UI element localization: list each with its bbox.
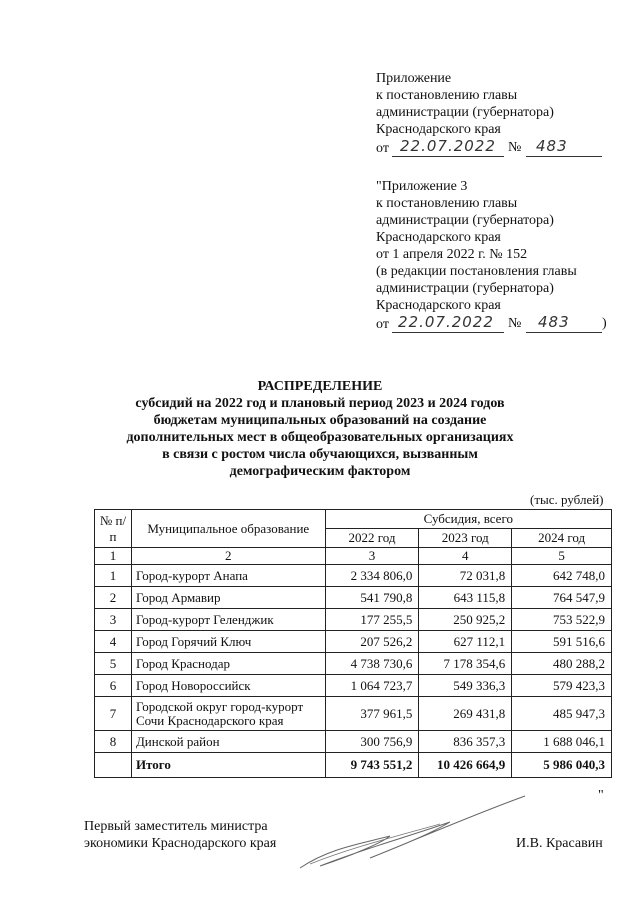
index-cell: 5 — [512, 548, 612, 565]
index-cell: 4 — [419, 548, 512, 565]
number-underline — [526, 332, 602, 333]
handwritten-number: 483 — [538, 313, 570, 331]
header-year: 2023 год — [419, 529, 512, 548]
handwritten-signature — [290, 778, 540, 878]
title-line: дополнительных мест в общеобразовательных организациях — [126, 430, 514, 445]
value-2022: 541 790,8 — [325, 587, 419, 609]
total-label: Итого — [131, 753, 325, 778]
table-row — [95, 631, 612, 653]
value-2023: 269 431,8 — [419, 697, 512, 731]
appendix-line: Краснодарского края — [376, 122, 501, 137]
municipality-name: Динской район — [131, 731, 325, 753]
municipality-name: Город-курорт Анапа — [131, 565, 325, 587]
value-2022: 177 255,5 — [325, 609, 419, 631]
date-prefix: от — [376, 141, 389, 156]
units-label: (тыс. рублей) — [530, 492, 604, 507]
value-2023: 72 031,8 — [419, 565, 512, 587]
row-number: 6 — [95, 675, 132, 697]
municipality-name: Город Краснодар — [131, 653, 325, 675]
value-2022: 1 064 723,7 — [325, 675, 419, 697]
number-prefix: № — [508, 140, 522, 155]
signer-name: И.В. Красавин — [516, 836, 603, 851]
row-number: 1 — [95, 565, 132, 587]
value-2024: 480 288,2 — [512, 653, 612, 675]
header-number: № п/п — [95, 510, 132, 548]
appendix-line: администрации (губернатора) — [376, 105, 554, 120]
index-cell: 2 — [131, 548, 325, 565]
date-prefix: от — [376, 317, 389, 332]
date-underline — [392, 332, 504, 333]
value-2023: 7 178 354,6 — [419, 653, 512, 675]
signer-position: Первый заместитель министра — [84, 819, 268, 834]
row-number: 8 — [95, 731, 132, 753]
index-row — [95, 548, 612, 565]
value-2024: 753 522,9 — [512, 609, 612, 631]
title-line: субсидий на 2022 год и плановый период 2023 и 2024 годов — [135, 396, 505, 411]
value-2023: 627 112,1 — [419, 631, 512, 653]
title-line: в связи с ростом числа обучающихся, вызванным — [162, 447, 478, 462]
value-2023: 836 357,3 — [419, 731, 512, 753]
row-number: 4 — [95, 631, 132, 653]
municipality-name: Городской округ город-курорт Сочи Краснодарского края — [131, 697, 325, 731]
value-2022: 300 756,9 — [325, 731, 419, 753]
appendix3-line: администрации (губернатора) — [376, 213, 554, 228]
title-line: демографическим фактором — [229, 464, 411, 479]
handwritten-date: 22.07.2022 — [398, 313, 494, 331]
value-2024: 591 516,6 — [512, 631, 612, 653]
appendix3-line: от 1 апреля 2022 г. № 152 — [376, 247, 528, 262]
value-2023: 549 336,3 — [419, 675, 512, 697]
total-2023: 10 426 664,9 — [419, 753, 512, 778]
index-cell: 3 — [325, 548, 419, 565]
header-year: 2024 год — [512, 529, 612, 548]
total-2024: 5 986 040,3 — [512, 753, 612, 778]
appendix3-line: Краснодарского края — [376, 230, 501, 245]
total-2022: 9 743 551,2 — [325, 753, 419, 778]
appendix3-line: (в редакции постановления главы — [376, 264, 577, 279]
table-row — [95, 731, 612, 753]
municipality-name: Город-курорт Геленджик — [131, 609, 325, 631]
table-row — [95, 675, 612, 697]
close-paren: ) — [602, 316, 607, 331]
appendix3-line: "Приложение 3 — [376, 179, 468, 194]
table-row — [95, 697, 612, 731]
title-line: бюджетам муниципальных образований на создание — [153, 413, 487, 428]
table-row — [95, 609, 612, 631]
table-row — [95, 653, 612, 675]
municipality-name: Город Новороссийск — [131, 675, 325, 697]
appendix3-line: администрации (губернатора) — [376, 281, 554, 296]
value-2024: 485 947,3 — [512, 697, 612, 731]
table-row — [95, 565, 612, 587]
handwritten-date: 22.07.2022 — [400, 137, 496, 155]
header-year: 2022 год — [325, 529, 419, 548]
header-subsidy-total: Субсидия, всего — [325, 510, 611, 529]
subsidy-table — [94, 509, 612, 778]
value-2022: 2 334 806,0 — [325, 565, 419, 587]
appendix-line: к постановлению главы — [376, 88, 518, 103]
appendix-date-line — [376, 140, 389, 157]
header-municipality: Муниципальное образование — [131, 510, 325, 548]
document-heading: РАСПРЕДЕЛЕНИЕ — [257, 379, 383, 394]
signer-position: экономики Краснодарского края — [84, 836, 277, 851]
appendix3-date-line — [376, 316, 389, 333]
total-row — [95, 753, 612, 778]
row-number: 7 — [95, 697, 132, 731]
closing-quote: " — [598, 788, 604, 803]
value-2022: 4 738 730,6 — [325, 653, 419, 675]
value-2024: 764 547,9 — [512, 587, 612, 609]
value-2023: 250 925,2 — [419, 609, 512, 631]
row-number: 3 — [95, 609, 132, 631]
appendix-line: Приложение — [376, 71, 452, 86]
row-number: 5 — [95, 653, 132, 675]
value-2022: 207 526,2 — [325, 631, 419, 653]
appendix3-line: к постановлению главы — [376, 196, 518, 211]
number-prefix: № — [508, 316, 522, 331]
total-blank — [95, 753, 132, 778]
municipality-name: Город Горячий Ключ — [131, 631, 325, 653]
value-2024: 579 423,3 — [512, 675, 612, 697]
value-2022: 377 961,5 — [325, 697, 419, 731]
handwritten-number: 483 — [536, 137, 568, 155]
value-2024: 642 748,0 — [512, 565, 612, 587]
table-row — [95, 587, 612, 609]
row-number: 2 — [95, 587, 132, 609]
date-underline — [392, 156, 504, 157]
number-underline — [526, 156, 602, 157]
index-cell: 1 — [95, 548, 132, 565]
municipality-name: Город Армавир — [131, 587, 325, 609]
value-2024: 1 688 046,1 — [512, 731, 612, 753]
appendix3-line: Краснодарского края — [376, 298, 501, 313]
value-2023: 643 115,8 — [419, 587, 512, 609]
